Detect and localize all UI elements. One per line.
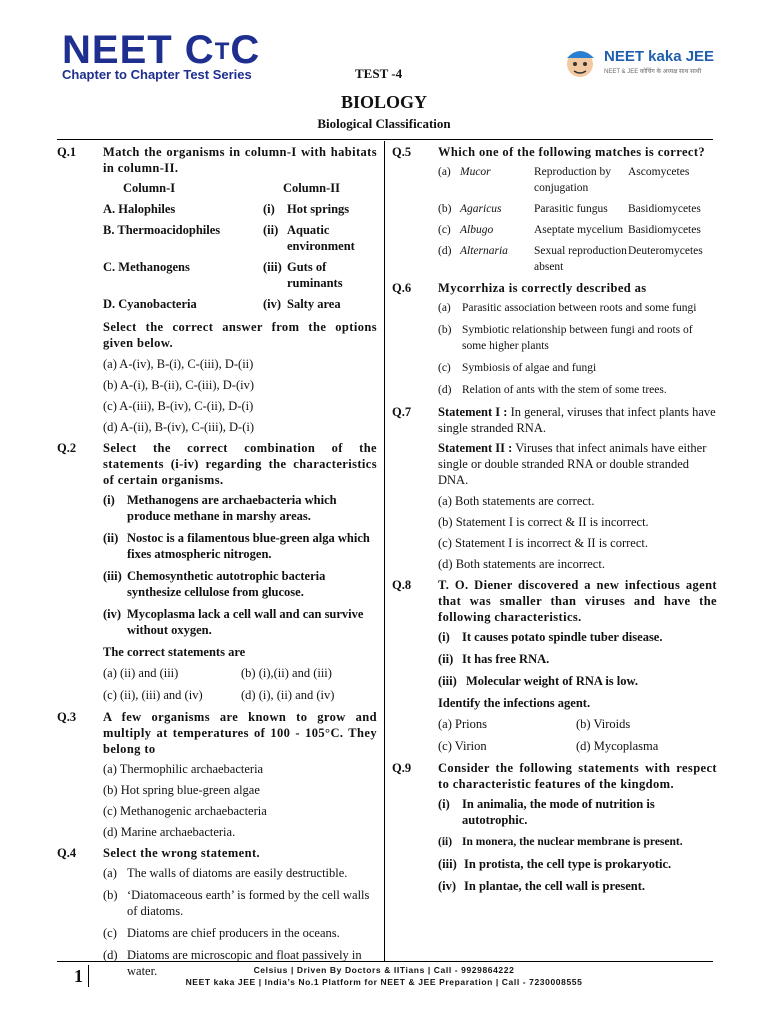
feature: Sexual reproduction absent [534, 245, 627, 273]
instruction: Select the correct answer from the options given below. [103, 320, 377, 350]
question-number: Q.9 [392, 761, 412, 775]
question-7 [392, 404, 717, 436]
question-number: Q.8 [392, 578, 412, 592]
option-letter: (d) [103, 948, 118, 962]
class: Basidiomycetes [628, 203, 701, 215]
match-table [103, 180, 377, 317]
statement [392, 878, 717, 894]
question-number: Q.6 [392, 281, 412, 295]
option[interactable] [392, 322, 717, 354]
match-key: (i) [263, 202, 275, 216]
option[interactable] [57, 887, 377, 919]
question-text: A few organisms are known to grow and multiply at temperatures of 100 - 105°C. They belong to [103, 710, 377, 756]
statement [392, 856, 717, 872]
feature: Parasitic fungus [534, 203, 608, 215]
match-item: D. Cyanobacteria [103, 297, 197, 311]
question-4 [57, 845, 377, 861]
statement-number: (ii) [103, 531, 119, 545]
option-row [392, 738, 717, 754]
option-letter: (c) [438, 362, 451, 374]
page-title: BIOLOGY [340, 92, 428, 112]
class: Basidiomycetes [628, 224, 701, 236]
statement-number: (iv) [103, 607, 122, 621]
statement-text: In monera, the nuclear membrane is present. [462, 836, 683, 848]
statement-number: (iii) [103, 569, 122, 583]
option[interactable]: (c) Virion [438, 739, 487, 753]
statement-number: (ii) [438, 652, 454, 666]
option-text: Relation of ants with the stem of some trees. [462, 384, 667, 396]
question-number: Q.3 [57, 710, 77, 724]
footer [0, 964, 768, 988]
question-text: Select the wrong statement. [103, 846, 261, 860]
statement-text: In animalia, the mode of nutrition is autotrophic. [462, 797, 655, 827]
statement-text: Methanogens are archaebacteria which produce methane in marshy areas. [127, 493, 337, 523]
page-number: 1 [74, 966, 83, 986]
option[interactable] [392, 360, 717, 376]
column-header: Column-I [123, 181, 176, 195]
question-text: T. O. Diener discovered a new infectious agent that was smaller than viruses and have the following characteristics. [438, 578, 717, 624]
question-number: Q.1 [57, 145, 77, 159]
organism: Albugo [460, 224, 494, 236]
option-letter: (b) [103, 888, 118, 902]
option[interactable]: (b) Statement I is correct & II is incorrect. [438, 515, 649, 529]
statement [392, 796, 717, 828]
option-row [392, 716, 717, 732]
question-text: Select the correct combination of the statements (i-iv) regarding the characteristics of certain organisms. [103, 441, 377, 487]
brand-name: NEET kaka JEE [604, 48, 715, 65]
organism: Mucor [460, 166, 491, 178]
organism: Alternaria [460, 245, 508, 257]
option-letter: (d) [438, 384, 452, 396]
feature: Reproduction by conjugation [534, 166, 611, 194]
statement-text: Nostoc is a filamentous blue-green alga which fixes atmospheric nitrogen. [127, 531, 370, 561]
option-letter: (a) [438, 302, 451, 314]
option-text: ‘Diatomaceous earth’ is formed by the cell walls of diatoms. [127, 888, 370, 918]
option-text: Symbiosis of algae and fungi [462, 362, 597, 374]
option-letter: (b) [438, 324, 452, 336]
statement-number: (iv) [438, 879, 457, 893]
match-key: (iii) [263, 260, 282, 274]
footer-line-2: NEET kaka JEE | India’s No.1 Platform for NEET & JEE Preparation | Call - 7230008555 [185, 977, 583, 987]
option-text: Parasitic association between roots and some fungi [462, 302, 697, 314]
statement-text: It has free RNA. [462, 652, 550, 666]
option[interactable]: (a) Thermophilic archaebacteria [103, 762, 264, 776]
statement-text: Chemosynthetic autotrophic bacteria synthesize cellulose from glucose. [127, 569, 326, 599]
footer-line-1: Celsius | Driven By Doctors & IITians | Call - 9929864222 [253, 965, 515, 975]
question-number: Q.5 [392, 145, 412, 159]
question-number: Q.2 [57, 441, 77, 455]
statement-number: (i) [438, 797, 450, 811]
statement-text: Molecular weight of RNA is low. [466, 674, 638, 688]
statement [57, 606, 377, 638]
option[interactable]: (b) A-(i), B-(ii), C-(iii), D-(iv) [103, 378, 255, 392]
option-letter: (a) [438, 166, 451, 178]
option-row [57, 665, 377, 681]
question-number: Q.7 [392, 405, 412, 419]
logo-subtitle: Chapter to Chapter Test Series [62, 67, 252, 82]
column-divider [384, 141, 385, 961]
test-number: TEST -4 [355, 66, 403, 81]
neet-kaka-jee-logo-icon [562, 44, 602, 82]
question-2 [57, 440, 377, 488]
option[interactable]: (b) Viroids [576, 717, 631, 731]
option[interactable]: (d) Mycoplasma [576, 739, 659, 753]
option[interactable]: (c) Statement I is incorrect & II is correct. [438, 536, 648, 550]
option-letter: (b) [438, 203, 452, 215]
question-3 [57, 709, 377, 757]
feature: Aseptate mycelium [534, 224, 624, 236]
statement [392, 629, 717, 645]
option[interactable]: (d) Marine archaebacteria. [103, 825, 236, 839]
question-number: Q.4 [57, 846, 77, 860]
option-text: Diatoms are chief producers in the oceans. [127, 926, 340, 940]
option[interactable]: (c) (ii), (iii) and (iv) [103, 688, 203, 702]
question-text: Match the organisms in column-I with habitats in column-II. [103, 145, 377, 175]
option[interactable]: (a) (ii) and (iii) [103, 666, 179, 680]
match-item: Salty area [287, 297, 341, 311]
statement-number: (iii) [438, 857, 457, 871]
option-text: The walls of diatoms are easily destructible. [127, 866, 348, 880]
question-9 [392, 760, 717, 792]
option[interactable]: (a) Prions [438, 717, 487, 731]
statement-text: Viruses that infect animals have either single or double stranded RNA or double stranded DNA. [438, 441, 707, 487]
statement-number: (ii) [438, 836, 453, 848]
brand-tagline: NEET & JEE कोचिंग के अध्यक्ष साथ साथी [604, 69, 702, 75]
instruction: The correct statements are [103, 645, 246, 659]
question-text: Mycorrhiza is correctly described as [438, 281, 647, 295]
question-6 [392, 280, 717, 296]
match-item: Aquatic environment [287, 223, 355, 253]
match-item: A. Halophiles [103, 202, 176, 216]
match-key: (iv) [263, 297, 282, 311]
option[interactable]: (c) A-(iii), B-(iv), C-(ii), D-(i) [103, 399, 254, 413]
question-1 [57, 144, 377, 176]
statement [392, 651, 717, 667]
option[interactable] [438, 201, 703, 222]
option[interactable]: (d) A-(ii), B-(iv), C-(iii), D-(i) [103, 420, 255, 434]
option[interactable] [438, 222, 703, 243]
statement [57, 568, 377, 600]
option[interactable]: (a) Both statements are correct. [438, 494, 595, 508]
match-item: Guts of ruminants [287, 260, 343, 290]
option-letter: (a) [103, 866, 117, 880]
option[interactable]: (a) A-(iv), B-(i), C-(iii), D-(ii) [103, 357, 254, 371]
option[interactable]: (b) Hot spring blue-green algae [103, 783, 260, 797]
statement-label: Statement I : [438, 405, 508, 419]
option-letter: (c) [438, 224, 451, 236]
class: Ascomycetes [628, 166, 690, 178]
statement-text: In general, viruses that infect plants have single stranded RNA. [438, 405, 716, 435]
option[interactable]: (c) Methanogenic archaebacteria [103, 804, 267, 818]
statement-1 [438, 404, 717, 436]
logo-neet-ctc: NEET CTC [62, 28, 261, 72]
organism: Agaricus [460, 203, 502, 215]
question-text: Which one of the following matches is correct? [438, 145, 706, 159]
option[interactable] [392, 300, 717, 316]
option[interactable] [392, 382, 717, 398]
statement-text: In plantae, the cell wall is present. [464, 879, 646, 893]
option[interactable] [438, 164, 703, 201]
match-item: C. Methanogens [103, 260, 190, 274]
statement-label: Statement II : [438, 441, 513, 455]
option[interactable]: (d) (i), (ii) and (iv) [241, 688, 335, 702]
statement [57, 530, 377, 562]
page-subtitle: Biological Classification [317, 116, 451, 131]
option-text: Diatoms are microscopic and float passively in water. [127, 948, 362, 978]
match-key: (ii) [263, 223, 279, 237]
option[interactable]: (b) (i),(ii) and (iii) [241, 666, 332, 680]
option-row [57, 687, 377, 703]
question-5 [392, 144, 717, 160]
right-column [392, 144, 717, 900]
left-column [57, 144, 377, 985]
option[interactable] [57, 865, 377, 881]
match-table [438, 164, 703, 280]
statement-text: Mycoplasma lack a cell wall and can survive without oxygen. [127, 607, 364, 637]
question-text: Consider the following statements with respect to characteristic features of the kingdom. [438, 761, 717, 791]
statement-text: In protista, the cell type is prokaryotic. [464, 857, 672, 871]
question-8 [392, 577, 717, 625]
match-item: Hot springs [287, 202, 350, 216]
column-header: Column-II [283, 181, 340, 195]
statement-number: (i) [103, 493, 115, 507]
match-item: B. Thermoacidophiles [103, 223, 221, 237]
instruction: Identify the infections agent. [438, 696, 591, 710]
option[interactable] [57, 925, 377, 941]
footer-divider [57, 961, 713, 962]
statement [392, 673, 717, 689]
header-divider [57, 139, 713, 140]
option-text: Symbiotic relationship between fungi and roots of some higher plants [462, 324, 693, 352]
option[interactable]: (d) Both statements are incorrect. [438, 557, 605, 571]
option-letter: (d) [438, 245, 452, 257]
statement-text: It causes potato spindle tuber disease. [462, 630, 663, 644]
class: Deuteromycetes [628, 245, 703, 257]
statement-number: (i) [438, 630, 450, 644]
statement [392, 834, 717, 850]
option[interactable] [438, 243, 703, 280]
statement-number: (iii) [438, 674, 457, 688]
statement [57, 492, 377, 524]
statement-2 [392, 440, 717, 488]
option-letter: (c) [103, 926, 117, 940]
